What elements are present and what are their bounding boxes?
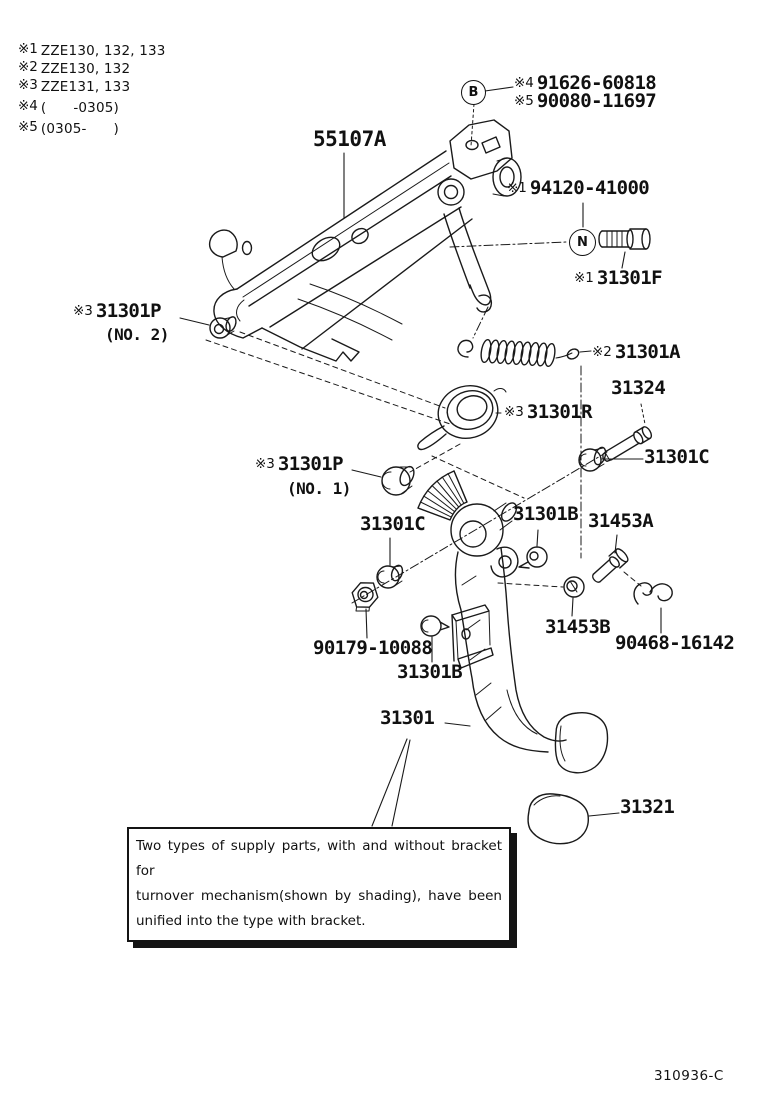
legend-row-4: [18, 100, 119, 116]
ref-mark-1: ※1: [18, 41, 38, 57]
legend-models-1: ZZE130, 132, 133: [40, 43, 166, 59]
part-label-31301: 31301: [380, 707, 435, 729]
part-label-90080-11697: ※5 90080-11697: [514, 90, 657, 112]
part-label-94120-41000: ※1 94120-41000: [507, 177, 650, 199]
part-sublabel-no1: (NO. 1): [287, 479, 351, 498]
part-label-90179-10088: 90179-10088: [313, 637, 433, 659]
part-label-31324: 31324: [611, 377, 666, 399]
callout-circle-b: [461, 80, 486, 105]
callout-letter-n: N: [577, 235, 588, 250]
part-sublabel-no2: (NO. 2): [105, 325, 169, 344]
note-line-1: Two types of supply parts, with and without bracket for: [136, 838, 502, 879]
part-label-90468-16142: 90468-16142: [615, 632, 735, 654]
part-label-31301r: ※3 31301R: [504, 401, 592, 423]
part-label-31301f: ※1 31301F: [574, 267, 662, 289]
part-label-31301c-upper: 31301C: [644, 446, 710, 468]
legend-row-1: [18, 43, 166, 59]
part-label-31453a: 31453A: [588, 510, 654, 532]
legend-row-3: [18, 79, 130, 95]
part-label-31321: 31321: [620, 796, 675, 818]
part-label-91626-60818: ※4 91626-60818: [514, 72, 657, 94]
ref-mark-5: ※5: [18, 119, 38, 135]
legend-models-3: ZZE131, 133: [40, 79, 131, 95]
ref-mark-4: ※4: [18, 98, 38, 114]
drawing-number: 310936-C: [654, 1068, 724, 1084]
legend-row-5: [18, 121, 119, 137]
note-box: [127, 827, 511, 942]
callout-circle-n: [569, 229, 596, 256]
bracket-55107a-drawing: [210, 120, 521, 361]
part-label-31301p-no1: ※3 31301P: [255, 453, 343, 475]
legend-models-4: ( -0305): [40, 100, 120, 116]
callout-letter-b: B: [468, 85, 479, 100]
legend-row-2: [18, 61, 130, 77]
part-label-31301a: ※2 31301A: [592, 341, 680, 363]
note-line-3: unified into the type with bracket.: [136, 913, 366, 929]
legend-models-2: ZZE130, 132: [40, 61, 131, 77]
part-label-31301c-left: 31301C: [360, 513, 426, 535]
part-label-55107a: 55107A: [313, 127, 386, 151]
part-label-31301b-lower: 31301B: [397, 661, 463, 683]
legend-models-5: (0305- ): [40, 121, 120, 137]
part-label-31453b: 31453B: [545, 616, 611, 638]
part-label-31301p-no2: ※3 31301P: [73, 300, 161, 322]
ref-mark-3: ※3: [18, 77, 38, 93]
ref-mark-2: ※2: [18, 59, 38, 75]
note-line-2: turnover mechanism(shown by shading), have been: [136, 888, 502, 904]
part-label-31301b-right: 31301B: [513, 503, 579, 525]
